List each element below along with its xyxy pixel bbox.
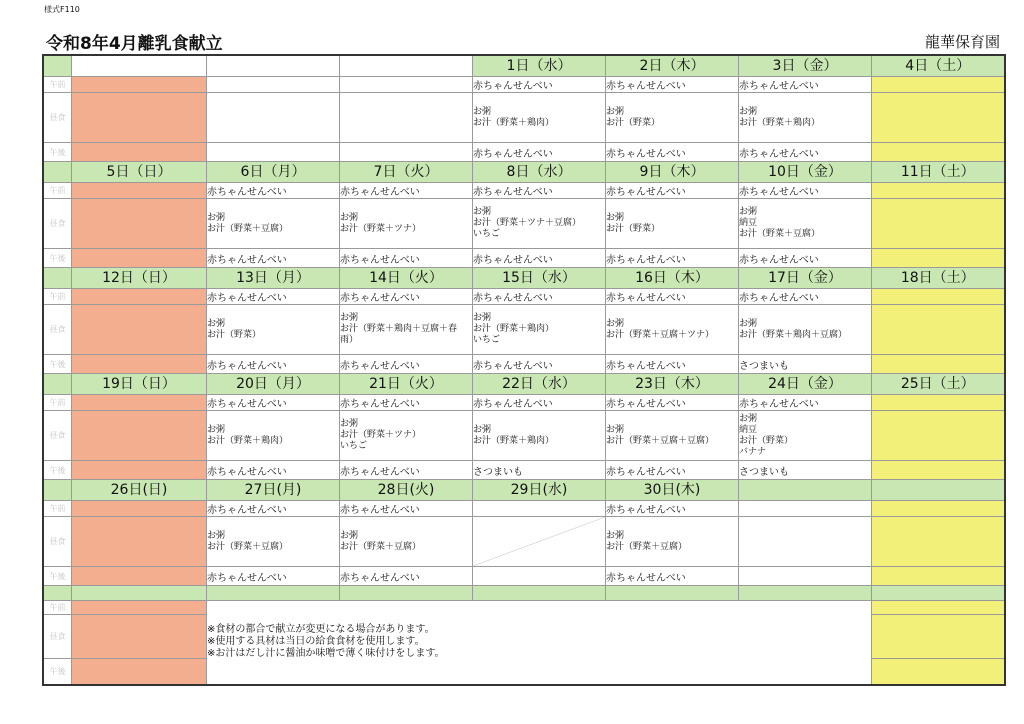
menu-item: お汁（野菜＋ツナ＋豆腐） xyxy=(473,218,582,228)
day-header: 8日（水） xyxy=(473,162,606,183)
menu-item: お汁（野菜＋鶏肉） xyxy=(739,117,821,128)
day-header: 13日（月） xyxy=(207,268,340,289)
snack-cell: 赤ちゃんせんべい xyxy=(207,249,340,268)
row-label-am: 午前 xyxy=(43,77,72,93)
snack-cell: 赤ちゃんせんべい xyxy=(340,289,473,305)
sunday-cell xyxy=(72,183,207,199)
menu-item: お粥 xyxy=(473,106,492,117)
form-code: 様式F110 xyxy=(44,5,80,14)
lunch-menu-cell xyxy=(340,411,473,461)
row-label-am: 午前 xyxy=(43,395,72,411)
snack-cell: 赤ちゃんせんべい xyxy=(340,249,473,268)
week-header-row xyxy=(43,374,1005,395)
blank-header xyxy=(72,586,207,601)
day-header: 27日(月) xyxy=(207,480,340,501)
sunday-cell xyxy=(72,601,207,615)
menu-item: お粥 xyxy=(340,530,359,541)
week-header-row xyxy=(43,268,1005,289)
saturday-cell xyxy=(872,249,1005,268)
snack-cell: 赤ちゃんせんべい xyxy=(606,567,739,586)
snack-cell: 赤ちゃんせんべい xyxy=(606,249,739,268)
menu-item: お粥 xyxy=(739,106,758,117)
meal-row-lunch xyxy=(43,93,1005,143)
week-header-row xyxy=(43,55,1005,77)
note-line: ※お汁はだし汁に醤油か味噌で薄く味付けをします。 xyxy=(207,648,445,660)
row-label-pm: 午後 xyxy=(43,249,72,268)
meal-row-am xyxy=(43,289,1005,305)
snack-cell xyxy=(207,77,340,93)
sunday-cell xyxy=(72,143,207,162)
snack-cell: 赤ちゃんせんべい xyxy=(739,249,872,268)
day-header: 21日（火） xyxy=(340,374,473,395)
row-label-blank xyxy=(43,162,72,183)
saturday-cell xyxy=(872,411,1005,461)
snack-cell xyxy=(207,143,340,162)
diagonal-line xyxy=(473,517,605,566)
sunday-cell xyxy=(72,395,207,411)
row-label-pm: 午後 xyxy=(43,461,72,480)
blank-header xyxy=(340,586,473,601)
meal-row-lunch xyxy=(43,411,1005,461)
sunday-cell xyxy=(72,411,207,461)
lunch-menu-cell xyxy=(340,305,473,355)
day-header: 26日(日) xyxy=(72,480,207,501)
day-header: 11日（土） xyxy=(872,162,1005,183)
snack-cell: 赤ちゃんせんべい xyxy=(340,395,473,411)
meal-row-lunch xyxy=(43,305,1005,355)
sunday-cell xyxy=(72,355,207,374)
saturday-cell xyxy=(872,183,1005,199)
row-label-am: 午前 xyxy=(43,183,72,199)
menu-item: お粥 xyxy=(340,419,359,429)
saturday-cell xyxy=(872,289,1005,305)
row-label-am: 午前 xyxy=(43,601,72,615)
lunch-menu-cell xyxy=(207,199,340,249)
sunday-cell xyxy=(72,659,207,685)
snack-cell: 赤ちゃんせんべい xyxy=(473,249,606,268)
snack-cell: 赤ちゃんせんべい xyxy=(606,355,739,374)
snack-cell: 赤ちゃんせんべい xyxy=(340,501,473,517)
menu-item: お汁（野菜） xyxy=(606,223,661,234)
snack-cell: 赤ちゃんせんべい xyxy=(207,355,340,374)
lunch-menu-cell xyxy=(606,305,739,355)
snack-cell: 赤ちゃんせんべい xyxy=(340,461,473,480)
day-header: 29日(水) xyxy=(473,480,606,501)
meal-row-am xyxy=(43,183,1005,199)
day-header: 18日（土） xyxy=(872,268,1005,289)
lunch-menu-cell xyxy=(739,305,872,355)
day-header: 2日（木） xyxy=(606,55,739,77)
snack-cell: 赤ちゃんせんべい xyxy=(207,501,340,517)
menu-item: お粥 xyxy=(340,313,359,323)
snack-cell: 赤ちゃんせんべい xyxy=(739,395,872,411)
menu-item: お汁（野菜＋豆腐） xyxy=(207,541,289,552)
menu-item: お粥 xyxy=(473,424,492,435)
lunch-menu-cell xyxy=(739,93,872,143)
notes-block xyxy=(207,601,872,685)
day-header: 22日（水） xyxy=(473,374,606,395)
meal-row-pm xyxy=(43,567,1005,586)
lunch-menu-cell xyxy=(473,411,606,461)
menu-item: お汁（野菜＋ツナ） xyxy=(340,223,422,234)
day-header xyxy=(207,55,340,77)
menu-item: 雨） xyxy=(340,335,359,345)
row-label-lunch: 昼食 xyxy=(43,305,72,355)
blank-header xyxy=(872,586,1005,601)
menu-item: お汁（野菜＋豆腐） xyxy=(207,223,289,234)
page-title: 令和8年4月離乳食献立 xyxy=(46,34,223,54)
day-header xyxy=(72,55,207,77)
day-header: 28日(火) xyxy=(340,480,473,501)
snack-cell xyxy=(473,501,606,517)
snack-cell: 赤ちゃんせんべい xyxy=(606,77,739,93)
day-header: 3日（金） xyxy=(739,55,872,77)
saturday-cell xyxy=(872,395,1005,411)
menu-item: お粥 xyxy=(606,106,625,117)
snack-cell: 赤ちゃんせんべい xyxy=(606,461,739,480)
menu-item: お粥 xyxy=(207,530,226,541)
sunday-cell xyxy=(72,199,207,249)
snack-cell: 赤ちゃんせんべい xyxy=(473,289,606,305)
lunch-menu-cell xyxy=(606,517,739,567)
lunch-menu-cell xyxy=(340,93,473,143)
day-header: 5日（日） xyxy=(72,162,207,183)
row-label-am: 午前 xyxy=(43,289,72,305)
day-header: 23日（木） xyxy=(606,374,739,395)
menu-item: お汁（野菜＋豆腐＋ツナ） xyxy=(606,329,715,340)
week-header-row xyxy=(43,162,1005,183)
menu-item: お汁（野菜＋鶏肉） xyxy=(207,435,289,446)
day-header: 7日（火） xyxy=(340,162,473,183)
snack-cell xyxy=(340,77,473,93)
snack-cell: 赤ちゃんせんべい xyxy=(739,143,872,162)
snack-cell: さつまいも xyxy=(473,461,606,480)
saturday-cell xyxy=(872,461,1005,480)
menu-item: お汁（野菜＋豆腐＋豆腐） xyxy=(606,435,715,446)
sunday-cell xyxy=(72,289,207,305)
row-label-pm: 午後 xyxy=(43,143,72,162)
row-label-lunch: 昼食 xyxy=(43,199,72,249)
meal-row-lunch xyxy=(43,199,1005,249)
snack-cell: 赤ちゃんせんべい xyxy=(606,395,739,411)
day-header: 24日（金） xyxy=(739,374,872,395)
sunday-cell xyxy=(72,567,207,586)
lunch-menu-cell xyxy=(207,305,340,355)
sunday-cell xyxy=(72,501,207,517)
day-header: 25日（土） xyxy=(872,374,1005,395)
snack-cell: 赤ちゃんせんべい xyxy=(207,289,340,305)
menu-item: お粥 xyxy=(207,212,226,223)
snack-cell: 赤ちゃんせんべい xyxy=(606,289,739,305)
snack-cell: 赤ちゃんせんべい xyxy=(207,567,340,586)
menu-item: いちご xyxy=(473,229,501,239)
snack-cell: 赤ちゃんせんべい xyxy=(207,461,340,480)
lunch-menu-cell xyxy=(739,199,872,249)
menu-calendar xyxy=(42,54,1006,686)
snack-cell: 赤ちゃんせんべい xyxy=(340,355,473,374)
lunch-menu-cell xyxy=(606,93,739,143)
meal-row-pm xyxy=(43,249,1005,268)
menu-item: お汁（野菜＋鶏肉） xyxy=(473,324,555,334)
menu-item: お粥 xyxy=(473,313,492,323)
sunday-cell xyxy=(72,615,207,659)
day-header: 4日（土） xyxy=(872,55,1005,77)
day-header: 6日（月） xyxy=(207,162,340,183)
day-header: 30日(木) xyxy=(606,480,739,501)
saturday-cell xyxy=(872,93,1005,143)
week-header-row xyxy=(43,480,1005,501)
row-label-pm: 午後 xyxy=(43,659,72,685)
menu-item: お汁（野菜＋豆腐） xyxy=(606,541,688,552)
snack-cell: 赤ちゃんせんべい xyxy=(207,183,340,199)
snack-cell: 赤ちゃんせんべい xyxy=(340,567,473,586)
snack-cell: 赤ちゃんせんべい xyxy=(473,183,606,199)
row-label-blank xyxy=(43,55,72,77)
menu-item: お汁（野菜＋ツナ） xyxy=(340,430,422,440)
snack-cell xyxy=(739,501,872,517)
menu-item: お汁（野菜＋鶏肉＋豆腐） xyxy=(739,329,848,340)
sunday-cell xyxy=(72,461,207,480)
menu-item: お粥 xyxy=(606,530,625,541)
row-label-lunch: 昼食 xyxy=(43,93,72,143)
lunch-menu-cell xyxy=(739,411,872,461)
lunch-menu-cell xyxy=(340,517,473,567)
blank-header xyxy=(739,586,872,601)
day-header: 1日（水） xyxy=(473,55,606,77)
saturday-cell xyxy=(872,501,1005,517)
menu-item: お粥 xyxy=(739,318,758,329)
lunch-menu-cell xyxy=(473,93,606,143)
menu-item: お汁（野菜＋鶏肉） xyxy=(473,117,555,128)
snack-cell: 赤ちゃんせんべい xyxy=(473,143,606,162)
menu-item: お粥 xyxy=(606,212,625,223)
lunch-menu-cell xyxy=(473,199,606,249)
menu-item: お粥 xyxy=(207,318,226,329)
snack-cell: 赤ちゃんせんべい xyxy=(207,395,340,411)
day-header: 14日（火） xyxy=(340,268,473,289)
lunch-menu-cell xyxy=(739,517,872,567)
note-line: ※使用する具材は当日の給食食材を使用します。 xyxy=(207,636,425,648)
snack-cell: 赤ちゃんせんべい xyxy=(739,183,872,199)
menu-item: いちご xyxy=(340,441,368,451)
row-label-lunch: 昼食 xyxy=(43,517,72,567)
saturday-cell xyxy=(872,199,1005,249)
snack-cell: 赤ちゃんせんべい xyxy=(606,501,739,517)
menu-item: お粥 xyxy=(606,424,625,435)
snack-cell: 赤ちゃんせんべい xyxy=(739,289,872,305)
menu-item: お汁（野菜＋鶏肉＋豆腐＋春 xyxy=(340,324,458,334)
menu-item: お粥 xyxy=(207,424,226,435)
day-header: 9日（木） xyxy=(606,162,739,183)
blank-header xyxy=(207,586,340,601)
row-label-blank xyxy=(43,586,72,601)
snack-cell: 赤ちゃんせんべい xyxy=(606,183,739,199)
sunday-cell xyxy=(72,93,207,143)
notes-row-am xyxy=(43,601,1005,615)
meal-row-am xyxy=(43,395,1005,411)
snack-cell: 赤ちゃんせんべい xyxy=(473,77,606,93)
note-line: ※食材の都合で献立が変更になる場合があります。 xyxy=(207,624,435,636)
saturday-cell xyxy=(872,615,1005,659)
saturday-cell xyxy=(872,567,1005,586)
sunday-cell xyxy=(72,517,207,567)
menu-item: お汁（野菜＋豆腐） xyxy=(340,541,422,552)
sunday-cell xyxy=(72,305,207,355)
meal-row-lunch xyxy=(43,517,1005,567)
saturday-cell xyxy=(872,77,1005,93)
menu-item: お粥 xyxy=(739,207,758,217)
day-header: 19日（日） xyxy=(72,374,207,395)
menu-item: バナナ xyxy=(739,446,767,457)
snack-cell: さつまいも xyxy=(739,461,872,480)
day-header: 16日（木） xyxy=(606,268,739,289)
meal-row-am xyxy=(43,77,1005,93)
snack-cell: 赤ちゃんせんべい xyxy=(473,355,606,374)
notes-header-row xyxy=(43,586,1005,601)
blank-header xyxy=(473,586,606,601)
menu-item: お汁（野菜） xyxy=(207,329,262,340)
lunch-menu-cell xyxy=(473,517,606,567)
meal-row-pm xyxy=(43,461,1005,480)
menu-item: お汁（野菜） xyxy=(606,117,661,128)
row-label-am: 午前 xyxy=(43,501,72,517)
meal-row-pm xyxy=(43,355,1005,374)
snack-cell: 赤ちゃんせんべい xyxy=(739,77,872,93)
day-header xyxy=(340,55,473,77)
lunch-menu-cell xyxy=(207,411,340,461)
menu-item: お汁（野菜＋豆腐） xyxy=(739,229,821,239)
menu-item: お粥 xyxy=(473,207,492,217)
day-header: 20日（月） xyxy=(207,374,340,395)
menu-item: お粥 xyxy=(606,318,625,329)
saturday-cell xyxy=(872,305,1005,355)
snack-cell xyxy=(473,567,606,586)
menu-item: いちご xyxy=(473,335,501,345)
day-header xyxy=(872,480,1005,501)
row-label-lunch: 昼食 xyxy=(43,411,72,461)
day-header: 12日（日） xyxy=(72,268,207,289)
snack-cell: 赤ちゃんせんべい xyxy=(473,395,606,411)
saturday-cell xyxy=(872,143,1005,162)
blank-header xyxy=(606,586,739,601)
menu-item: 納豆 xyxy=(739,424,758,435)
saturday-cell xyxy=(872,517,1005,567)
row-label-blank xyxy=(43,268,72,289)
lunch-menu-cell xyxy=(606,199,739,249)
day-header: 15日（水） xyxy=(473,268,606,289)
snack-cell: 赤ちゃんせんべい xyxy=(340,183,473,199)
row-label-pm: 午後 xyxy=(43,355,72,374)
meal-row-pm xyxy=(43,143,1005,162)
meal-row-am xyxy=(43,501,1005,517)
sunday-cell xyxy=(72,77,207,93)
menu-item: お汁（野菜） xyxy=(739,435,794,446)
snack-cell: さつまいも xyxy=(739,355,872,374)
menu-item: 納豆 xyxy=(739,218,758,228)
row-label-blank xyxy=(43,480,72,501)
snack-cell xyxy=(739,567,872,586)
menu-item: お汁（野菜＋鶏肉） xyxy=(473,435,555,446)
menu-item: お粥 xyxy=(739,413,758,424)
organization-name: 龍華保育園 xyxy=(924,33,1000,51)
sunday-cell xyxy=(72,249,207,268)
day-header: 17日（金） xyxy=(739,268,872,289)
row-label-blank xyxy=(43,374,72,395)
row-label-pm: 午後 xyxy=(43,567,72,586)
saturday-cell xyxy=(872,601,1005,615)
day-header: 10日（金） xyxy=(739,162,872,183)
lunch-menu-cell xyxy=(606,411,739,461)
snack-cell xyxy=(340,143,473,162)
lunch-menu-cell xyxy=(207,93,340,143)
lunch-menu-cell xyxy=(473,305,606,355)
saturday-cell xyxy=(872,659,1005,685)
lunch-menu-cell xyxy=(340,199,473,249)
day-header xyxy=(739,480,872,501)
snack-cell: 赤ちゃんせんべい xyxy=(606,143,739,162)
saturday-cell xyxy=(872,355,1005,374)
menu-item: お粥 xyxy=(340,212,359,223)
row-label-lunch: 昼食 xyxy=(43,615,72,659)
lunch-menu-cell xyxy=(207,517,340,567)
